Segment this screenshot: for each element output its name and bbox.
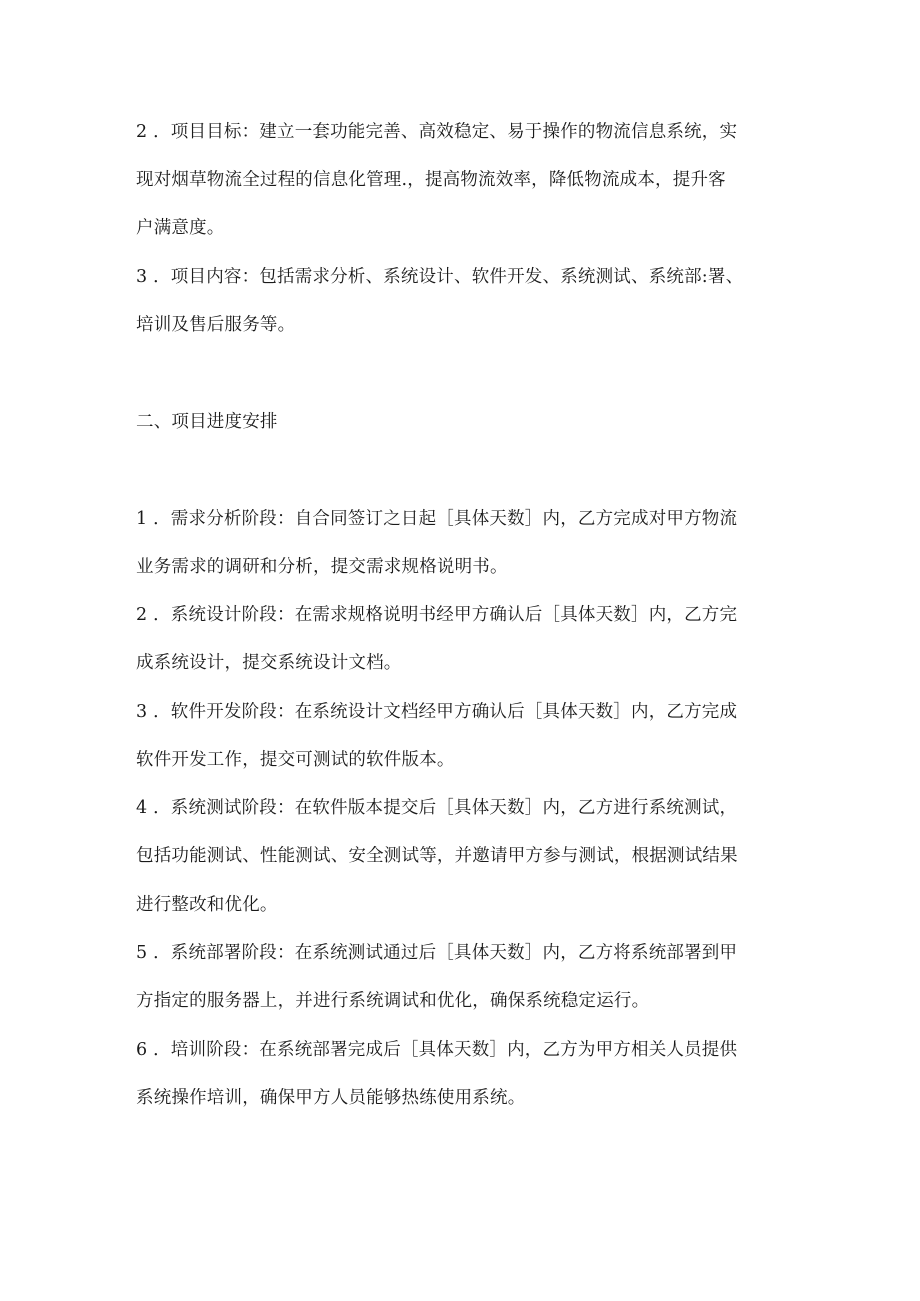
text-line: 包括功能测试、性能测试、安全测试等，并邀请甲方参与测试，根据测试结果 xyxy=(136,846,738,866)
text-line: 进行整改和优化。 xyxy=(136,895,278,915)
text-line: 1 ．需求分析阶段：自合同签订之日起［具体天数］内，乙方完成对甲方物流 xyxy=(136,509,738,529)
text-line: 成系统设计，提交系统设计文档。 xyxy=(136,653,402,673)
text-line: 系统操作培训，确保甲方人员能够热练使用系统。 xyxy=(136,1088,526,1108)
text-line: 3 ．项目内容：包括需求分析、系统设计、软件开发、系统测试、系统部:署、 xyxy=(136,267,744,287)
section-heading: 二、项目进度安排 xyxy=(136,412,278,432)
text-line: 3 ．软件开发阶段：在系统设计文档经甲方确认后［具体天数］内，乙方完成 xyxy=(136,702,738,722)
text-line: 6 ．培训阶段：在系统部署完成后［具体天数］内，乙方为甲方相关人员提供 xyxy=(136,1040,738,1060)
text-line: 现对烟草物流全过程的信息化管理.，提高物流效率，降低物流成本，提升客 xyxy=(136,170,726,190)
text-line: 4 ．系统测试阶段：在软件版本提交后［具体天数］内，乙方进行系统测试， xyxy=(136,798,738,818)
text-line: 2 ．项目目标：建立一套功能完善、高效稳定、易于操作的物流信息系统，实 xyxy=(136,122,738,142)
text-line: 培训及售后服务等。 xyxy=(136,315,296,335)
text-line: 业务需求的调研和分析，提交需求规格说明书。 xyxy=(136,557,508,577)
text-line: 户满意度。 xyxy=(136,218,225,238)
text-line: 方指定的服务器上，并进行系统调试和优化，确保系统稳定运行。 xyxy=(136,991,650,1011)
text-line: 5 ．系统部署阶段：在系统测试通过后［具体天数］内，乙方将系统部署到甲 xyxy=(136,943,738,963)
text-line: 2 ．系统设计阶段：在需求规格说明书经甲方确认后［具体天数］内，乙方完 xyxy=(136,605,738,625)
text-line: 软件开发工作，提交可测试的软件版本。 xyxy=(136,750,455,770)
